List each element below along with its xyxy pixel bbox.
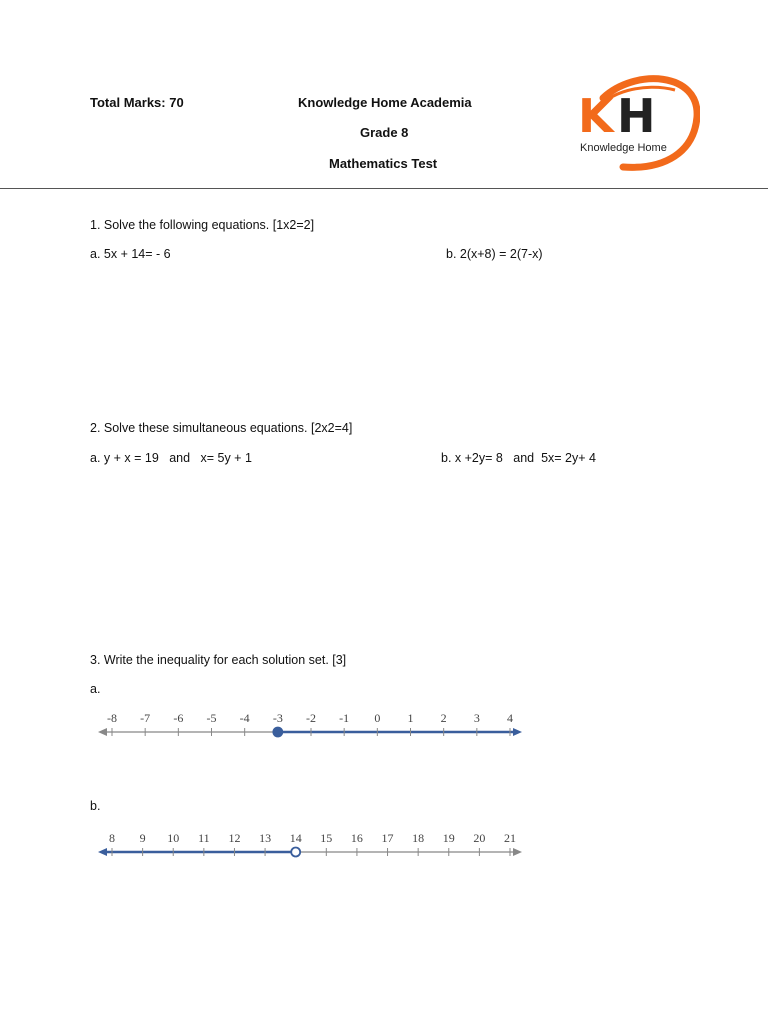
- tick-label: 11: [198, 831, 210, 845]
- logo-k: K: [578, 89, 614, 143]
- question-2b: b. x +2y= 8 and 5x= 2y+ 4: [441, 451, 596, 465]
- open-endpoint: [291, 848, 300, 857]
- number-line-a: [96, 708, 528, 744]
- tick-label: -5: [206, 711, 217, 725]
- tick-label: 8: [109, 831, 115, 845]
- tick-label: 9: [139, 831, 146, 845]
- right-arrow-icon: [513, 728, 522, 736]
- tick-label: -8: [107, 711, 117, 725]
- question-2a: a. y + x = 19 and x= 5y + 1: [90, 451, 252, 465]
- question-2-title: 2. Solve these simultaneous equations. [2x2=4]: [90, 421, 353, 435]
- closed-endpoint: [273, 728, 282, 737]
- tick-label: 1: [407, 711, 414, 725]
- tick-label: 13: [259, 831, 272, 845]
- header-divider: [0, 188, 768, 189]
- tick-label: 21: [504, 831, 516, 845]
- tick-label: 19: [442, 831, 455, 845]
- school-name: Knowledge Home Academia: [298, 95, 472, 110]
- tick-label: 16: [350, 831, 363, 845]
- question-1a: a. 5x + 14= - 6: [90, 247, 171, 261]
- tick-label: 0: [374, 711, 381, 725]
- tick-label: 12: [228, 831, 241, 845]
- test-title: Mathematics Test: [329, 156, 438, 171]
- question-1-title: 1. Solve the following equations. [1x2=2]: [90, 218, 315, 232]
- left-arrow-icon: [98, 848, 107, 856]
- tick-label: -4: [239, 711, 250, 725]
- question-1b: b. 2(x+8) = 2(7-x): [446, 247, 543, 261]
- number-line-b: [96, 828, 528, 864]
- question-3a-label: a.: [90, 682, 101, 696]
- total-marks: Total Marks: 70: [90, 95, 184, 110]
- tick-label: 4: [507, 711, 513, 725]
- tick-label: -1: [339, 711, 350, 725]
- tick-label: 10: [167, 831, 180, 845]
- left-arrow-icon: [98, 728, 107, 736]
- tick-label: -3: [272, 711, 283, 725]
- tick-label: 18: [412, 831, 425, 845]
- question-3b-label: b.: [90, 799, 101, 813]
- grade-label: Grade 8: [360, 125, 409, 140]
- tick-label: -7: [140, 711, 151, 725]
- tick-label: 17: [381, 831, 394, 845]
- tick-label: -6: [173, 711, 184, 725]
- tick-label: 2: [440, 711, 447, 725]
- tick-label: 3: [473, 711, 480, 725]
- question-3-title: 3. Write the inequality for each solution set. [3]: [90, 653, 347, 667]
- right-arrow-icon: [513, 848, 522, 856]
- tick-label: 20: [473, 831, 486, 845]
- school-logo: [575, 72, 700, 177]
- tick-label: -2: [306, 711, 316, 725]
- logo-name: Knowledge Home: [580, 142, 667, 154]
- svg-text:H: H: [617, 89, 656, 143]
- tick-label: 14: [289, 831, 302, 845]
- tick-label: 15: [320, 831, 333, 845]
